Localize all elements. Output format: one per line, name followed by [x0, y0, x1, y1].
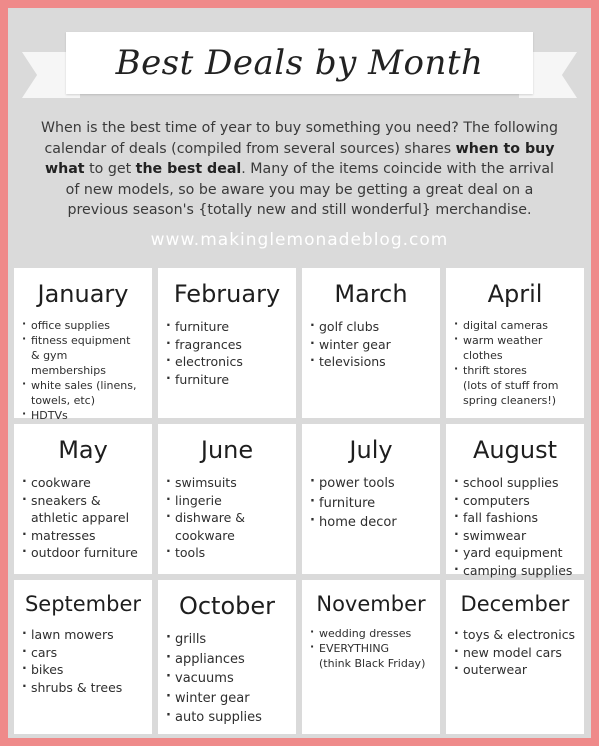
- deal-list: [22, 318, 144, 423]
- deal-item: · winter gear: [166, 689, 288, 709]
- deal-item: · golf clubs: [310, 318, 432, 336]
- deal-item: · outdoor furniture: [22, 544, 144, 562]
- deal-item: · electronics: [166, 353, 288, 371]
- deal-item: · auto supplies: [166, 708, 288, 728]
- deal-item: · digital cameras: [454, 318, 576, 333]
- deal-item: · toys & electronics: [454, 626, 576, 644]
- deal-item: · furniture: [310, 494, 432, 514]
- month-name: February: [173, 280, 281, 308]
- deal-item: · thrift stores: [454, 363, 576, 378]
- month-name: April: [487, 280, 543, 308]
- deal-list: [166, 318, 288, 388]
- deal-list: [22, 626, 144, 696]
- deal-item: · winter gear: [310, 336, 432, 354]
- deal-item: · new model cars: [454, 644, 576, 662]
- deal-item: · cars: [22, 644, 144, 662]
- deal-item: · swimsuits: [166, 474, 288, 492]
- month-card-april: [446, 268, 584, 418]
- deal-item: · sneakers &: [22, 492, 144, 510]
- month-card-june: [158, 424, 296, 574]
- deal-item: · swimwear: [454, 527, 576, 545]
- deal-item: (lots of stuff from: [463, 379, 559, 392]
- month-card-october: [158, 580, 296, 734]
- deal-item: · grills: [166, 630, 288, 650]
- intro-text-1: When is the best time of year to buy something you need? The following calendar of deals (compiled from several sources) shares: [40, 120, 559, 157]
- deal-item: · furniture: [166, 371, 288, 389]
- intro-paragraph: [36, 118, 563, 221]
- month-name: May: [58, 436, 108, 464]
- poster: [8, 8, 591, 738]
- deal-item: · home decor: [310, 513, 432, 533]
- deal-item: · appliances: [166, 650, 288, 670]
- intro-text-2: to get: [84, 161, 136, 177]
- month-card-august: [446, 424, 584, 578]
- deal-item: · bikes: [22, 661, 144, 679]
- deal-list: [454, 474, 576, 579]
- deal-list: [310, 626, 432, 671]
- month-name: July: [349, 436, 393, 464]
- deal-item: · shrubs & trees: [22, 679, 144, 697]
- deal-item: · power tools: [310, 474, 432, 494]
- deal-item: · furniture: [166, 318, 288, 336]
- deal-item: · matresses: [22, 527, 144, 545]
- deal-list: [166, 630, 288, 728]
- month-name: August: [473, 436, 557, 464]
- deal-list: [454, 626, 576, 679]
- month-card-november: [302, 580, 440, 734]
- month-name: December: [460, 592, 570, 616]
- deal-item: · cookware: [22, 474, 144, 492]
- deal-item: & gym memberships: [31, 349, 106, 377]
- month-card-january: [14, 268, 152, 422]
- month-name: November: [316, 592, 426, 616]
- month-card-september: [14, 580, 152, 734]
- deal-list: [454, 318, 576, 408]
- intro-bold-2: the best deal: [135, 161, 242, 177]
- month-name: June: [200, 436, 254, 464]
- deal-list: [310, 318, 432, 371]
- month-card-may: [14, 424, 152, 574]
- deal-item: spring cleaners!): [463, 394, 557, 407]
- deal-item: · EVERYTHING: [310, 641, 432, 656]
- page-title: Best Deals by Month: [115, 43, 484, 83]
- month-grid: [14, 268, 586, 734]
- month-card-march: [302, 268, 440, 418]
- deal-item: towels, etc): [31, 394, 96, 407]
- deal-item: · school supplies: [454, 474, 576, 492]
- deal-item: · dishware &: [166, 509, 288, 527]
- deal-item: · camping supplies: [454, 562, 576, 580]
- month-card-december: [446, 580, 584, 734]
- deal-item: · lawn mowers: [22, 626, 144, 644]
- month-card-july: [302, 424, 440, 574]
- intro-bold-1: when to buy what: [45, 140, 555, 177]
- month-name: September: [24, 592, 142, 616]
- intro-text-3: . Many of the items coincide with the arrival of new models, so be aware you may be getting a great deal on a previous season's {totally new and still wonderful} merchandise.: [65, 161, 554, 218]
- deal-item: · HDTVs: [22, 408, 144, 423]
- month-name: January: [37, 280, 129, 308]
- deal-item: · tools: [166, 544, 288, 562]
- deal-item: · vacuums: [166, 669, 288, 689]
- deal-item: (think Black Friday): [319, 657, 426, 670]
- deal-item: · warm weather clothes: [454, 333, 576, 363]
- deal-item: · yard equipment: [454, 544, 576, 562]
- deal-item: · computers: [454, 492, 576, 510]
- deal-item: · office supplies: [22, 318, 144, 333]
- deal-item: athletic apparel: [31, 510, 130, 525]
- deal-item: cookware: [175, 527, 235, 543]
- title-banner: [66, 32, 533, 94]
- deal-item: · fragrances: [166, 336, 288, 354]
- title-ribbon: [8, 30, 591, 106]
- month-name: October: [178, 592, 276, 620]
- deal-item: · lingerie: [166, 492, 288, 510]
- deal-item: · wedding dresses: [310, 626, 432, 641]
- deal-item: · outerwear: [454, 661, 576, 679]
- deal-item: · fitness equipment: [22, 333, 144, 348]
- month-name: March: [334, 280, 408, 308]
- website-url: www.makinglemonadeblog.com: [150, 230, 449, 250]
- month-card-february: [158, 268, 296, 418]
- deal-list: [310, 474, 432, 533]
- deal-item: · white sales (linens,: [22, 378, 144, 393]
- deal-item: · fall fashions: [454, 509, 576, 527]
- deal-list: [166, 474, 288, 562]
- deal-list: [22, 474, 144, 562]
- deal-item: · televisions: [310, 353, 432, 371]
